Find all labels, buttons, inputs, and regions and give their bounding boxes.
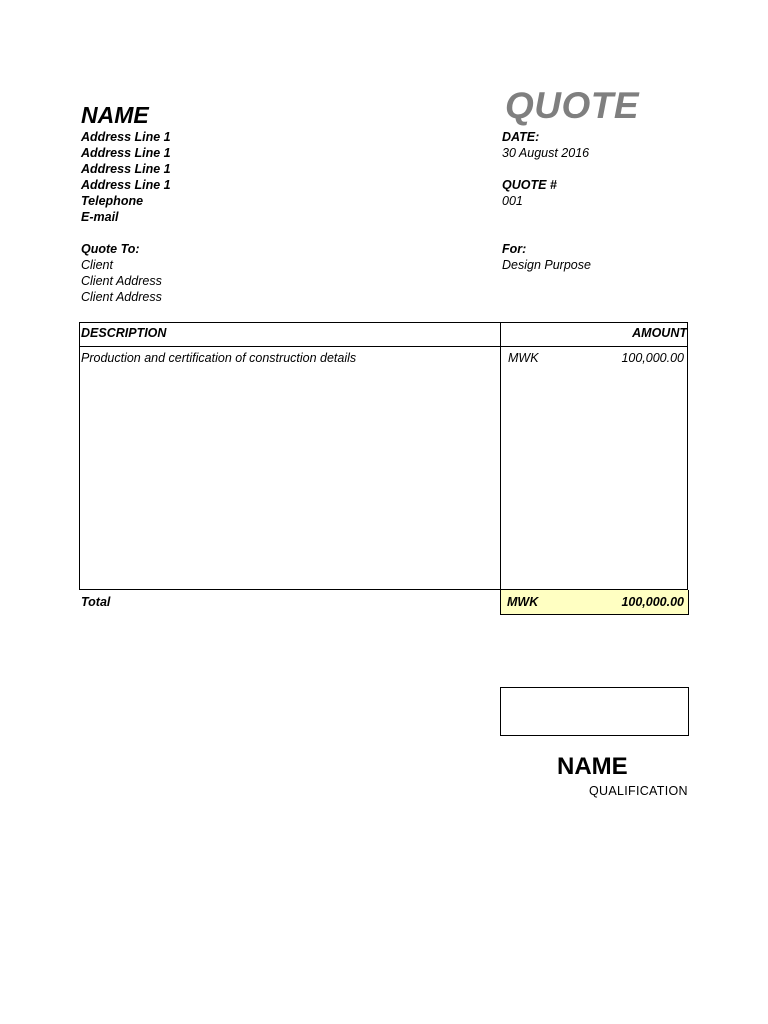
sender-address-line-1: Address Line 1 (81, 130, 171, 144)
table-column-divider (500, 322, 501, 590)
signatory-name: NAME (557, 753, 628, 780)
line-item-amount: 100,000.00 (621, 351, 684, 365)
sender-email: E-mail (81, 210, 119, 224)
amount-header: AMOUNT (632, 326, 687, 340)
sender-telephone: Telephone (81, 194, 144, 208)
sender-address-line-2: Address Line 1 (81, 146, 171, 160)
quote-title: QUOTE (505, 85, 640, 126)
signatory-qualification: QUALIFICATION (589, 784, 688, 798)
line-item-description: Production and certification of construction details (81, 351, 357, 365)
signature-box (500, 687, 689, 736)
table-header-divider (79, 346, 688, 347)
quote-number-value: 001 (502, 194, 523, 208)
total-currency: MWK (507, 595, 539, 609)
client-address-line-1: Client Address (81, 274, 162, 288)
total-label: Total (81, 595, 111, 609)
for-label: For: (502, 242, 527, 256)
total-amount: 100,000.00 (621, 595, 684, 609)
sender-name: NAME (81, 102, 149, 128)
line-item-currency: MWK (508, 351, 539, 365)
quote-to-label: Quote To: (81, 242, 140, 256)
for-value: Design Purpose (502, 258, 591, 272)
quote-number-label: QUOTE # (502, 178, 557, 192)
description-header: DESCRIPTION (81, 326, 167, 340)
sender-address-line-4: Address Line 1 (81, 178, 171, 192)
date-value: 30 August 2016 (502, 146, 590, 160)
sender-address-line-3: Address Line 1 (81, 162, 171, 176)
client-name: Client (81, 258, 113, 272)
client-address-line-2: Client Address (81, 290, 162, 304)
date-label: DATE: (502, 130, 540, 144)
